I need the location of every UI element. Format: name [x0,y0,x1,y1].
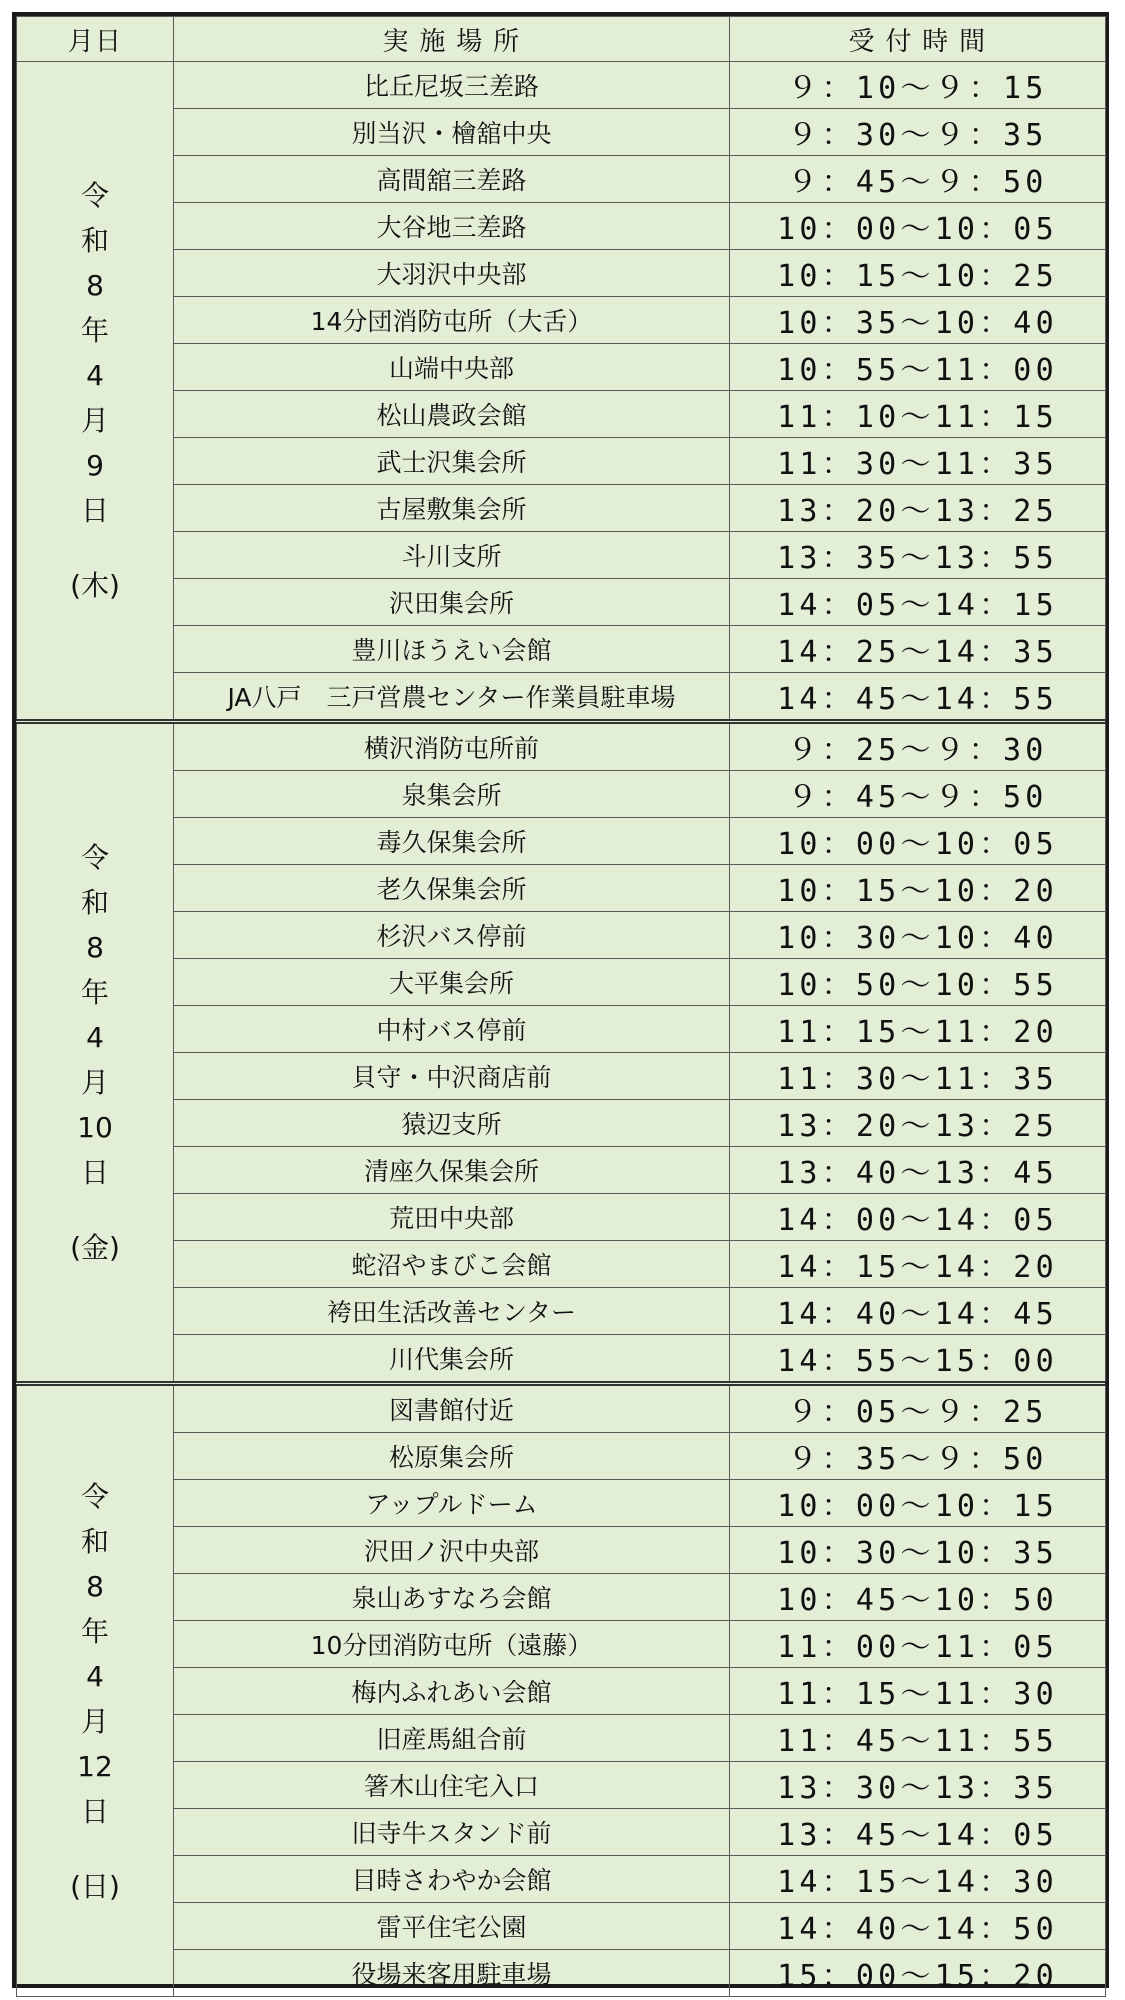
time-cell: ９：10〜９：15 [730,62,1106,109]
place-cell: 箸木山住宅入口 [174,1762,730,1809]
schedule-body [17,62,1106,1997]
time-cell: 10：30〜10：40 [730,912,1106,959]
place-cell: 大羽沢中央部 [174,250,730,297]
table-row [17,438,1106,485]
place-cell: 旧産馬組合前 [174,1715,730,1762]
date-char: 9 [86,449,104,482]
date-char: 10 [77,1111,113,1144]
table-row [17,1903,1106,1950]
table-row [17,1480,1106,1527]
place-cell: 比丘尼坂三差路 [174,62,730,109]
time-cell: 13：20〜13：25 [730,1100,1106,1147]
place-cell: 沢田ノ沢中央部 [174,1527,730,1574]
place-cell: 沢田集会所 [174,579,730,626]
time-cell: 11：15〜11：20 [730,1006,1106,1053]
table-row [17,579,1106,626]
time-cell: 13：45〜14：05 [730,1809,1106,1856]
table-row [17,1100,1106,1147]
date-char: 和 [80,1524,109,1558]
place-cell: 横沢消防屯所前 [174,722,730,771]
table-row [17,344,1106,391]
table-row [17,1006,1106,1053]
time-cell: 10：15〜10：25 [730,250,1106,297]
place-cell: アップルドーム [174,1480,730,1527]
time-cell: ９：05〜９：25 [730,1384,1106,1433]
schedule-table [16,16,1106,1997]
table-row [17,722,1106,771]
date-cell [17,1384,174,1997]
table-row [17,1621,1106,1668]
table-row [17,109,1106,156]
schedule-sheet [12,12,1109,1994]
date-char: 12 [77,1749,113,1783]
table-row [17,250,1106,297]
time-cell: 14：25〜14：35 [730,626,1106,673]
header-place: 実 施 場 所 [174,17,730,62]
date-char: 和 [80,886,109,919]
date-char: 年 [80,976,109,1009]
date-char: 月 [80,1066,109,1099]
table-row [17,391,1106,438]
place-cell: 大谷地三差路 [174,203,730,250]
place-cell: 大平集会所 [174,959,730,1006]
place-cell: 武士沢集会所 [174,438,730,485]
place-cell: 松原集会所 [174,1433,730,1480]
date-char [17,1195,173,1225]
time-cell: ９：35〜９：50 [730,1433,1106,1480]
table-row [17,1147,1106,1194]
table-row [17,626,1106,673]
table-row [17,912,1106,959]
time-cell: 14：00〜14：05 [730,1194,1106,1241]
date-char: 和 [80,224,109,257]
date-char: 月 [80,1704,109,1738]
place-cell: JA八戸 三戸営農センター作業員駐車場 [174,673,730,722]
time-cell: ９：25〜９：30 [730,722,1106,771]
table-row [17,1194,1106,1241]
time-cell: 10：55〜11：00 [730,344,1106,391]
table-row [17,156,1106,203]
time-cell: 14：05〜14：15 [730,579,1106,626]
table-row [17,62,1106,109]
date-char: 4 [86,1021,104,1054]
table-row [17,771,1106,818]
place-cell: 高間舘三差路 [174,156,730,203]
place-cell: 荒田中央部 [174,1194,730,1241]
time-cell: 10：45〜10：50 [730,1574,1106,1621]
table-row [17,203,1106,250]
date-char [17,533,173,563]
date-char: 日 [80,494,109,527]
table-row [17,1762,1106,1809]
date-char: 月 [80,404,109,437]
date-char: 日 [80,1794,109,1828]
date-char [17,1834,173,1864]
time-cell: 11：00〜11：05 [730,1621,1106,1668]
time-cell: 13：40〜13：45 [730,1147,1106,1194]
place-cell: 豊川ほうえい会館 [174,626,730,673]
header-date: 月日 [17,17,174,62]
time-cell: 10：30〜10：35 [730,1527,1106,1574]
place-cell: 杉沢バス停前 [174,912,730,959]
time-cell: 13：35〜13：55 [730,532,1106,579]
place-cell: 古屋敷集会所 [174,485,730,532]
date-char: 令 [80,1479,109,1513]
table-row [17,297,1106,344]
date-char: 年 [80,314,109,347]
date-char: 8 [86,1569,104,1603]
date-cell [17,722,174,1384]
time-cell: 14：15〜14：30 [730,1856,1106,1903]
table-row [17,959,1106,1006]
date-char: 8 [86,931,104,964]
time-cell: 10：50〜10：55 [730,959,1106,1006]
place-cell: 清座久保集会所 [174,1147,730,1194]
date-cell [17,62,174,722]
place-cell: 10分団消防屯所（遠藤） [174,1621,730,1668]
date-char: 4 [86,1659,104,1693]
time-cell: 11：30〜11：35 [730,1053,1106,1100]
time-cell: 13：30〜13：35 [730,1762,1106,1809]
table-row [17,818,1106,865]
time-cell: 10：00〜10：15 [730,1480,1106,1527]
time-cell: 14：55〜15：00 [730,1335,1106,1384]
place-cell: 老久保集会所 [174,865,730,912]
table-row [17,1527,1106,1574]
place-cell: 旧寺牛スタンド前 [174,1809,730,1856]
place-cell: 松山農政会館 [174,391,730,438]
date-char: 年 [80,1614,109,1648]
place-cell: 14分団消防屯所（大舌） [174,297,730,344]
date-char: 日 [80,1156,109,1189]
table-row [17,1288,1106,1335]
time-cell: 15：00〜15：20 [730,1950,1106,1997]
time-cell: 14：40〜14：45 [730,1288,1106,1335]
time-cell: ９：30〜９：35 [730,109,1106,156]
table-row [17,1715,1106,1762]
place-cell: 雷平住宅公園 [174,1903,730,1950]
table-row [17,673,1106,722]
place-cell: 図書館付近 [174,1384,730,1433]
place-cell: 斗川支所 [174,532,730,579]
time-cell: 14：40〜14：50 [730,1903,1106,1950]
time-cell: ９：45〜９：50 [730,771,1106,818]
time-cell: 10：00〜10：05 [730,818,1106,865]
date-char: 4 [86,359,104,392]
table-row [17,1950,1106,1997]
place-cell: 川代集会所 [174,1335,730,1384]
table-row [17,1856,1106,1903]
time-cell: 13：20〜13：25 [730,485,1106,532]
table-row [17,1241,1106,1288]
place-cell: 別当沢・檜舘中央 [174,109,730,156]
place-cell: 泉山あすなろ会館 [174,1574,730,1621]
date-char: 令 [80,841,109,874]
place-cell: 山端中央部 [174,344,730,391]
place-cell: 役場来客用駐車場 [174,1950,730,1997]
header-row [17,17,1106,62]
table-row [17,1335,1106,1384]
place-cell: 泉集会所 [174,771,730,818]
place-cell: 猿辺支所 [174,1100,730,1147]
table-row [17,1053,1106,1100]
date-char: (金) [70,1231,120,1264]
time-cell: 11：30〜11：35 [730,438,1106,485]
place-cell: 貝守・中沢商店前 [174,1053,730,1100]
time-cell: 10：00〜10：05 [730,203,1106,250]
place-cell: 梅内ふれあい会館 [174,1668,730,1715]
place-cell: 目時さわやか会館 [174,1856,730,1903]
time-cell: 11：10〜11：15 [730,391,1106,438]
time-cell: 14：15〜14：20 [730,1241,1106,1288]
time-cell: 10：35〜10：40 [730,297,1106,344]
table-row [17,1809,1106,1856]
place-cell: 毒久保集会所 [174,818,730,865]
table-row [17,1574,1106,1621]
place-cell: 袴田生活改善センター [174,1288,730,1335]
place-cell: 中村バス停前 [174,1006,730,1053]
date-char: 8 [86,269,104,302]
date-char: (木) [70,569,120,602]
date-char: 令 [80,179,109,212]
time-cell: 11：45〜11：55 [730,1715,1106,1762]
place-cell: 蛇沼やまびこ会館 [174,1241,730,1288]
time-cell: 11：15〜11：30 [730,1668,1106,1715]
time-cell: 10：15〜10：20 [730,865,1106,912]
table-row [17,485,1106,532]
table-row [17,1668,1106,1715]
table-row [17,532,1106,579]
time-cell: ９：45〜９：50 [730,156,1106,203]
table-row [17,1384,1106,1433]
date-char: (日) [70,1869,120,1903]
table-row [17,1433,1106,1480]
header-time: 受 付 時 間 [730,17,1106,62]
time-cell: 14：45〜14：55 [730,673,1106,722]
table-row [17,865,1106,912]
